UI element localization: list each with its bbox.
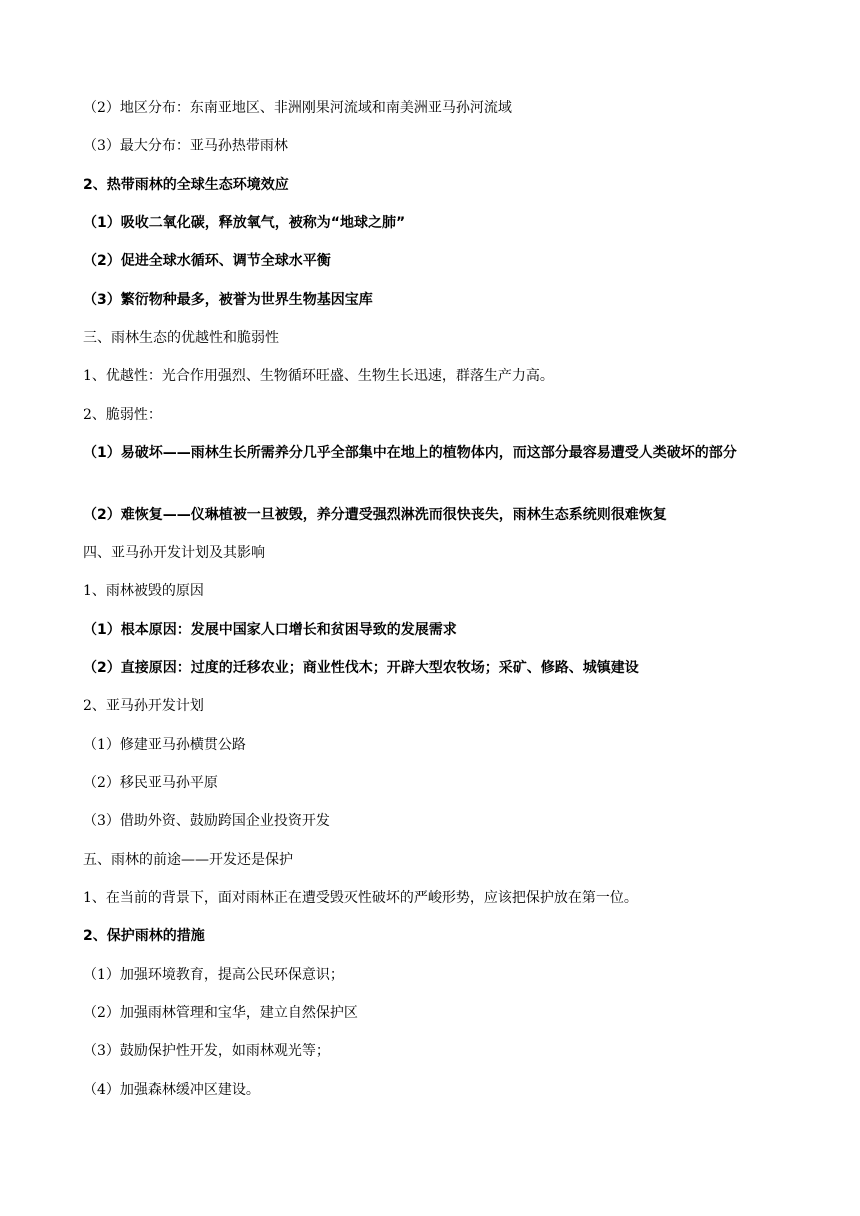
line-8: 1、优越性：光合作用强烈、生物循环旺盛、生物生长迅速，群落生产力高。 (83, 368, 554, 384)
line-5: （2）促进全球水循环、调节全球水平衡 (83, 253, 331, 269)
line-22: 2、保护雨林的措施 (83, 928, 205, 944)
line-25: （3）鼓励保护性开发，如雨林观光等； (83, 1043, 330, 1059)
line-13: 1、雨林被毁的原因 (83, 583, 204, 599)
line-10: （1）易破坏——雨林生长所需养分几乎全部集中在地上的植物体内，而这部分最容易遭受人类破坏的部分 (83, 445, 737, 461)
section-heading-4: 四、亚马孙开发计划及其影响 (83, 545, 265, 561)
line-9: 2、脆弱性： (83, 407, 162, 423)
section-heading-3: 三、雨林生态的优越性和脆弱性 (83, 330, 279, 346)
line-15: （2）直接原因：过度的迁移农业；商业性伐木；开辟大型农牧场；采矿、修路、城镇建设 (83, 660, 639, 676)
line-1: （2）地区分布：东南亚地区、非洲刚果河流域和南美洲亚马孙河流域 (83, 100, 512, 116)
line-17: （1）修建亚马孙横贯公路 (83, 737, 246, 753)
section-heading-5: 五、雨林的前途——开发还是保护 (83, 852, 293, 868)
line-14: （1）根本原因：发展中国家人口增长和贫困导致的发展需求 (83, 622, 457, 638)
line-19: （3）借助外资、鼓励跨国企业投资开发 (83, 813, 330, 829)
line-11: （2）难恢复——仪琳植被一旦被毁，养分遭受强烈淋洗而很快丧失，雨林生态系统则很难恢复 (83, 507, 667, 523)
line-24: （2）加强雨林管理和宝华，建立自然保护区 (83, 1005, 358, 1021)
line-16: 2、亚马孙开发计划 (83, 698, 204, 714)
line-21: 1、在当前的背景下，面对雨林正在遭受毁灭性破坏的严峻形势，应该把保护放在第一位。 (83, 890, 638, 906)
line-23: （1）加强环境教育，提高公民环保意识； (83, 967, 344, 983)
line-26: （4）加强森林缓冲区建设。 (83, 1082, 260, 1098)
line-4: （1）吸收二氧化碳，释放氧气，被称为“地球之肺” (83, 215, 406, 231)
line-2: （3）最大分布：亚马孙热带雨林 (83, 138, 288, 154)
line-18: （2）移民亚马孙平原 (83, 775, 218, 791)
line-6: （3）繁衍物种最多，被誉为世界生物基因宝库 (83, 292, 373, 308)
heading-2: 2、热带雨林的全球生态环境效应 (83, 177, 289, 193)
